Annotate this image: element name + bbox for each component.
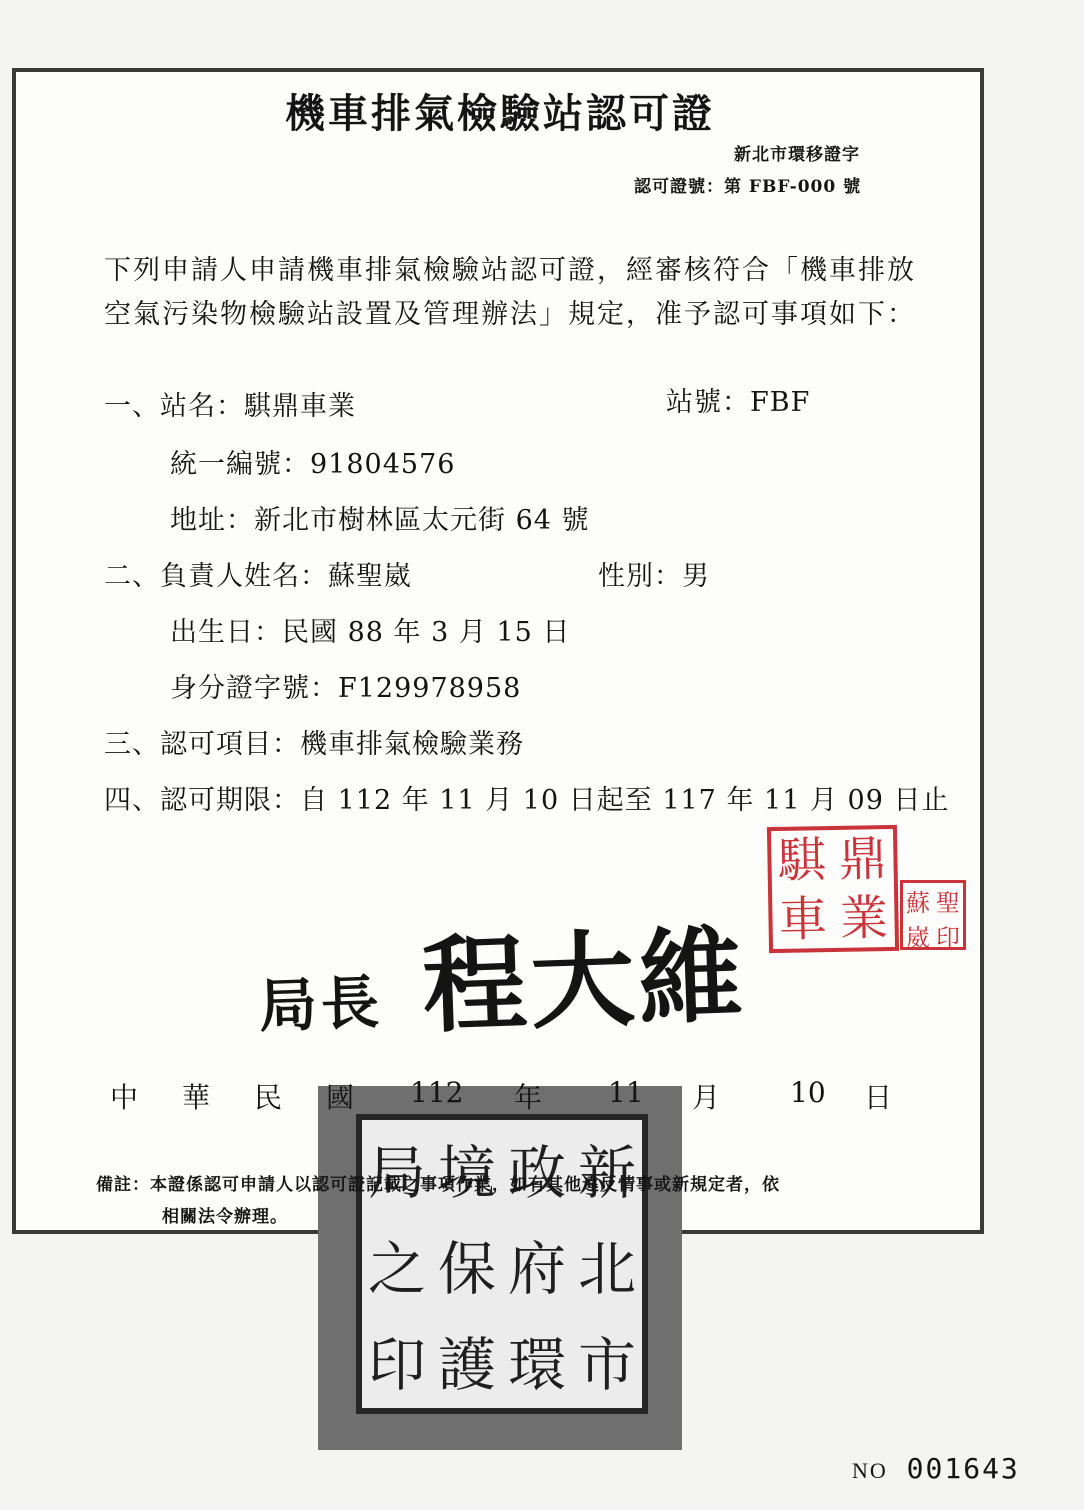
seal-char: 蘇 xyxy=(906,889,930,917)
seal-char: 聖 xyxy=(936,889,960,917)
serial-number xyxy=(852,1452,1020,1485)
seal-char: 政 xyxy=(507,1139,566,1207)
tax-id: 統一編號：91804576 xyxy=(170,449,456,480)
date-char: 民 xyxy=(254,1081,283,1114)
seal-char: 印 xyxy=(367,1331,426,1399)
certificate-number: 認可證號：第 FBF-000 號 xyxy=(634,177,862,197)
seal-char: 府 xyxy=(507,1235,566,1303)
seal-char: 局 xyxy=(367,1139,426,1207)
seal-char: 騏 xyxy=(777,831,827,889)
intro-line-2: 空氣污染物檢驗站設置及管理辦法」規定，准予認可事項如下： xyxy=(104,299,916,330)
seal-char: 印 xyxy=(936,924,960,952)
station-name: 一、站名：騏鼎車業 xyxy=(104,391,356,422)
date-char: 年 xyxy=(514,1081,543,1114)
seal-char: 市 xyxy=(577,1331,636,1399)
date-char: 日 xyxy=(864,1081,893,1114)
serial-prefix: NO xyxy=(852,1458,888,1483)
remark-line-2: 相關法令辦理。 xyxy=(162,1207,288,1227)
date-year: 112 xyxy=(410,1076,464,1109)
date-day: 10 xyxy=(790,1076,826,1109)
date-char: 中 xyxy=(110,1081,139,1114)
station-address: 地址：新北市樹林區太元街 64 號 xyxy=(170,505,590,536)
station-number: 站號：FBF xyxy=(666,387,811,418)
remark-line-1: 備註：本證係認可申請人以認可證記載之事項作業，如有其他違反情事或新規定者，依 xyxy=(96,1175,780,1195)
seal-char: 業 xyxy=(839,889,889,947)
issuer-reference: 新北市環移證字 xyxy=(734,145,860,165)
certificate-border xyxy=(12,68,984,1234)
date-char: 國 xyxy=(326,1081,355,1114)
seal-char: 北 xyxy=(577,1235,636,1303)
owner-red-seal xyxy=(900,880,966,950)
owner-id-number: 身分證字號：F129978958 xyxy=(170,673,522,704)
seal-char: 崴 xyxy=(906,924,930,952)
seal-char: 之 xyxy=(367,1235,426,1303)
validity-period: 四、認可期限：自 112 年 11 月 10 日起至 117 年 11 月 09 日止 xyxy=(104,785,950,816)
approved-item: 三、認可項目：機車排氣檢驗業務 xyxy=(104,729,524,760)
date-char: 華 xyxy=(182,1081,211,1114)
owner-birthdate: 出生日：民國 88 年 3 月 15 日 xyxy=(170,617,571,648)
owner-gender: 性別：男 xyxy=(598,561,710,592)
station-red-seal xyxy=(767,825,899,953)
seal-char: 車 xyxy=(778,890,828,948)
owner-name: 二、負責人姓名：蘇聖崴 xyxy=(104,561,412,592)
intro-line-1: 下列申請人申請機車排氣檢驗站認可證，經審核符合「機車排放 xyxy=(104,255,916,286)
date-month: 11 xyxy=(608,1076,644,1109)
date-char: 月 xyxy=(692,1081,721,1114)
seal-char: 境 xyxy=(437,1139,496,1207)
government-seal xyxy=(318,1086,682,1450)
seal-char: 鼎 xyxy=(838,830,888,888)
certificate-title: 機車排氣檢驗站認可證 xyxy=(285,90,715,137)
issue-date xyxy=(0,1076,1000,1116)
director-signature xyxy=(256,892,749,1059)
seal-char: 新 xyxy=(577,1139,636,1207)
seal-char: 保 xyxy=(437,1235,496,1303)
seal-char: 環 xyxy=(507,1331,566,1399)
seal-char: 護 xyxy=(437,1331,496,1399)
signature-name: 程大維 xyxy=(420,913,749,1048)
signature-title: 局長 xyxy=(257,968,385,1041)
serial-digits: 001643 xyxy=(906,1452,1020,1485)
